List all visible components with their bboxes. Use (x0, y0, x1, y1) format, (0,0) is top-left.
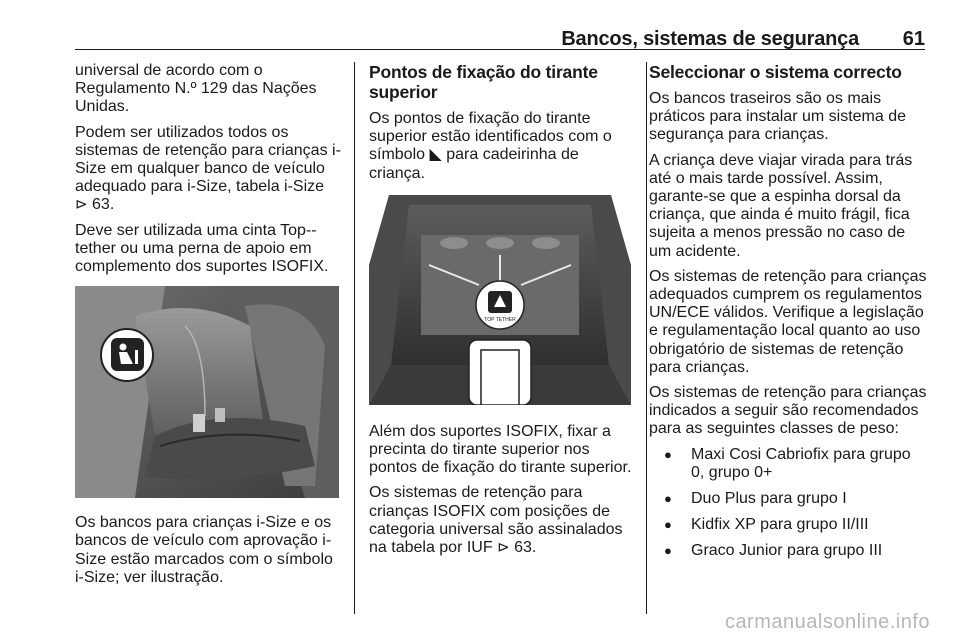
page-title: Bancos, sistemas de segurança (561, 28, 859, 50)
column-1 (75, 62, 343, 594)
column-3 (649, 62, 927, 569)
paragraph: A criança deve viajar virada para trás até o mais tarde possível. Assim, garante-se que a espinha dorsal da criança, que ainda é muito frágil, fica sujeita a menos pressão no caso de um acidente. (649, 151, 913, 260)
top-tether-illustration (369, 195, 631, 405)
list-item: ● Maxi Cosi Cabriofix para grupo 0, grupo 0+ (649, 446, 927, 482)
paragraph: Deve ser utilizada uma cinta Top--tether ou uma perna de apoio em complemento dos suportes ISOFIX. (75, 221, 329, 276)
rear-seat-illustration (75, 286, 339, 498)
page-header (75, 20, 925, 50)
section-heading: Seleccionar o sistema correcto (649, 62, 902, 82)
column-2 (369, 62, 635, 564)
page-reference[interactable]: 63. (514, 539, 537, 557)
list-item: ● Duo Plus para grupo I (649, 490, 927, 508)
paragraph: Os bancos traseiros são os mais práticos para instalar um sistema de segurança para crianças. (649, 90, 906, 144)
page-number: 61 (902, 28, 925, 50)
paragraph-text: Podem ser utilizados todos os sistemas de retenção para crianças i-Size em qualquer banco de veículo adequado para i-Size, tabela i-Size (75, 123, 341, 196)
page-reference-icon: ⊳ (75, 196, 88, 214)
paragraph-text: Os sistemas de retenção para crianças ISOFIX com posições de categoria universal são assinalados na tabela por IUF (369, 484, 623, 557)
paragraph: Além dos suportes ISOFIX, fixar a precinta do tirante superior nos pontos de fixação do tirante superior. (369, 422, 632, 477)
paragraph (75, 124, 343, 215)
recommended-seats-list (649, 446, 927, 561)
paragraph (369, 110, 635, 183)
paragraph: Os sistemas de retenção para crianças adequados cumprem os regulamentos UN/ECE válidos. Verifique a legislação e regulamentação local quanto ao uso obrigatório de sistemas de retenção para crianças. (649, 267, 927, 376)
top-tether-badge-label: TOP TETHER (484, 316, 516, 323)
watermark: carmanualsonline.info (724, 611, 930, 633)
list-item: ● Graco Junior para grupo III (649, 542, 927, 560)
paragraph (369, 484, 635, 557)
list-item: ● Kidfix XP para grupo II/III (649, 516, 927, 534)
paragraph: Os bancos para crianças i-Size e os bancos de veículo com aprovação i-Size estão marcados com o símbolo i-Size; ver ilustração. (75, 514, 333, 586)
column-divider (646, 62, 647, 614)
paragraph: Os sistemas de retenção para crianças indicados a seguir são recomendados para as seguintes classes de peso: (649, 384, 927, 438)
section-heading: Pontos de fixação do tirante superior (369, 62, 598, 102)
isize-seat-illustration (75, 286, 339, 498)
column-divider (354, 62, 355, 614)
page-reference[interactable]: 63. (92, 196, 115, 214)
paragraph-text: para cadeirinha de criança. (369, 146, 579, 182)
top-tether-symbol-icon: ◣ (429, 146, 442, 164)
page-reference-icon: ⊳ (497, 539, 510, 557)
paragraph-text: Os pontos de fixação do tirante superior estão identificados com o símbolo (369, 110, 612, 164)
paragraph: universal de acordo com o Regulamento N.º 129 das Nações Unidas. (75, 62, 317, 116)
boot-illustration (369, 195, 631, 405)
